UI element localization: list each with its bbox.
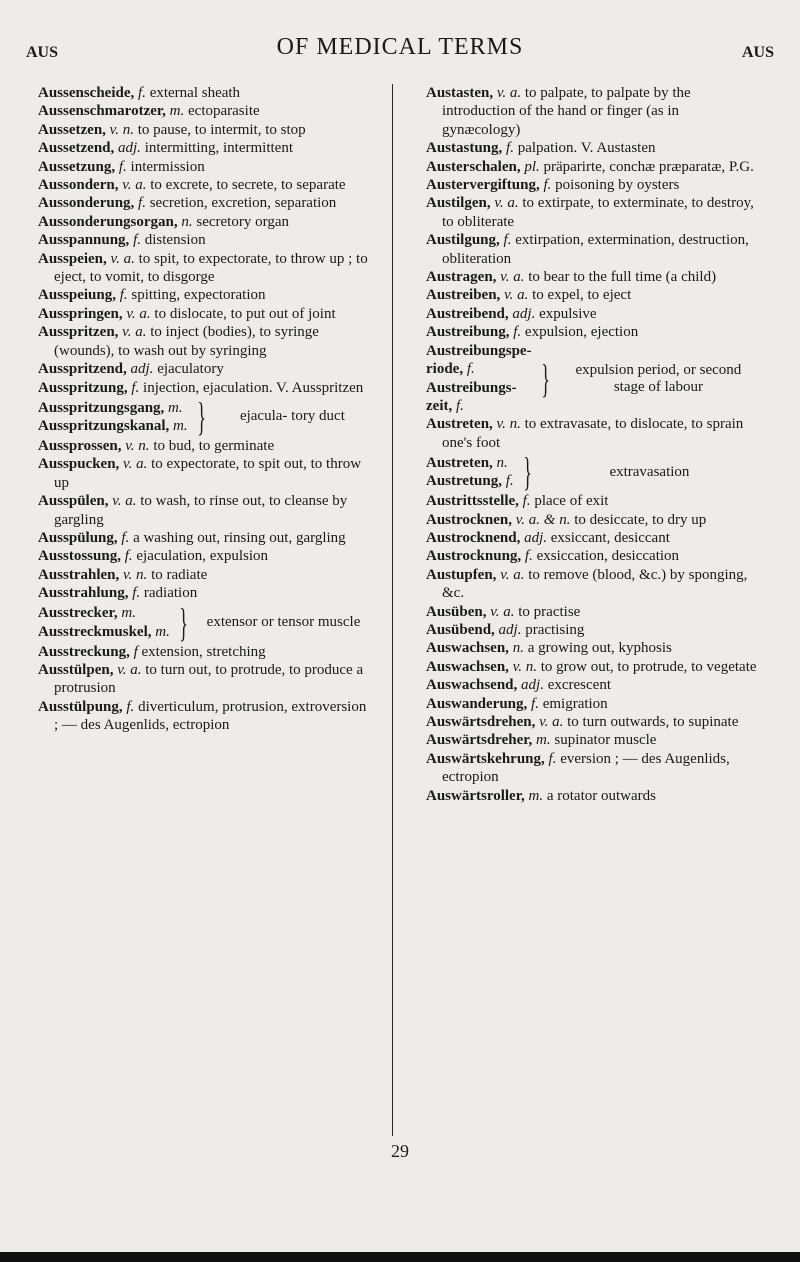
entry-headword: Austilgen,: [426, 195, 491, 212]
dictionary-entry: [38, 323, 370, 360]
entry-headword: Austervergiftung,: [426, 177, 540, 194]
dictionary-entry: [38, 529, 370, 547]
dictionary-entry: [38, 250, 370, 287]
brace-group-translation: expulsion period, or second stage of labour: [575, 361, 742, 395]
entry-definition: palpation. V. Austasten: [517, 140, 656, 157]
brace-symbol: }: [522, 449, 532, 495]
entry-headword: Austupfen,: [426, 566, 497, 583]
entry-headword: Austreibungs-: [426, 379, 517, 396]
entry-definition: place of exit: [534, 493, 609, 510]
entry-grammar: v. n.: [123, 566, 148, 583]
entry-definition: to expectorate, to spit out, to throw up: [54, 456, 362, 491]
entry-headword: Ausspeiung,: [38, 287, 116, 304]
dictionary-entry: [38, 437, 370, 455]
entry-definition: to palpate, to palpate by the introduction of the hand or finger (as in gynæcology): [442, 85, 691, 138]
entry-headword: Ausstossung,: [38, 548, 121, 565]
dictionary-entry: [38, 176, 370, 194]
left-column: [38, 84, 370, 735]
dictionary-entry: [426, 231, 758, 268]
entry-headword: Austrocknend,: [426, 529, 521, 546]
entry-headword: Ausspringen,: [38, 305, 123, 322]
entry-grammar: v. a.: [110, 250, 135, 267]
right-column: [426, 84, 758, 805]
dictionary-entry: [38, 547, 370, 565]
entry-headword: Aussetzen,: [38, 121, 106, 138]
entry-definition: spitting, expectoration: [131, 287, 266, 304]
entry-definition: external sheath: [149, 85, 241, 101]
entry-definition: eversion ; — des Augenlids, ectropion: [442, 750, 730, 786]
left-entries-block-1: [38, 84, 370, 397]
entry-headword: Austretung,: [426, 473, 502, 490]
entry-grammar: f.: [121, 529, 130, 546]
brace-group-headword-row: [426, 342, 532, 360]
right-entries-block-3: [426, 492, 758, 805]
entry-headword: Austilgung,: [426, 232, 500, 249]
column-divider: [392, 84, 393, 1136]
entry-headword: Ausspucken,: [38, 456, 120, 473]
brace-group-headword-row: [38, 399, 188, 417]
entry-definition: extension, stretching: [141, 643, 266, 660]
entry-grammar: f.: [133, 232, 141, 249]
dictionary-entry: [426, 621, 758, 639]
dictionary-entry: [426, 603, 758, 621]
entry-headword: Ausüben,: [426, 603, 487, 620]
entry-grammar: f: [133, 643, 138, 660]
entry-headword: Austreibung,: [426, 324, 510, 341]
dictionary-entry: [426, 492, 758, 510]
entry-grammar: v. n.: [512, 658, 537, 675]
entry-grammar: f.: [124, 548, 133, 565]
entry-definition: to turn outwards, to supinate: [567, 714, 739, 730]
brace-group-headword-row: [38, 417, 188, 435]
brace-group-headword-row: [426, 472, 514, 490]
brace-group: [426, 342, 758, 416]
entry-definition: to bear to the full time (a child): [528, 269, 717, 286]
entry-definition: to desiccate, to dry up: [574, 511, 707, 528]
entry-grammar: f.: [524, 548, 533, 565]
dictionary-entry: [426, 415, 758, 452]
entry-headword: Aussondern,: [38, 177, 119, 194]
entry-grammar: v. a. & n.: [515, 511, 571, 528]
dictionary-entry: [426, 158, 758, 176]
dictionary-entry: [38, 231, 370, 249]
entry-grammar: f.: [531, 695, 539, 712]
entry-definition: expulsion, ejection: [524, 324, 639, 341]
brace-group-headwords: [38, 399, 188, 436]
entry-headword: Auswachsen,: [426, 640, 509, 657]
right-entries-block-2: [426, 415, 758, 452]
dictionary-entry: [426, 529, 758, 547]
entry-definition: präparirte, conchæ præparatæ, P.G.: [543, 158, 754, 175]
brace-group-headword-row: [426, 379, 532, 397]
dictionary-entry: [426, 787, 758, 805]
entry-headword: Austragen,: [426, 269, 497, 286]
dictionary-entry: [38, 698, 370, 735]
entry-headword: Ausspannung,: [38, 232, 130, 249]
entry-grammar: v. a.: [494, 195, 519, 212]
brace-symbol: }: [540, 355, 550, 401]
brace-group: [38, 393, 370, 439]
entry-headword: zeit,: [426, 397, 453, 414]
entry-definition: to bud, to germinate: [153, 437, 275, 454]
dictionary-entry: [38, 455, 370, 492]
page-header: [26, 34, 774, 64]
dictionary-entry: [38, 102, 370, 120]
entry-grammar: f.: [506, 140, 514, 157]
entry-grammar: v. a.: [500, 269, 525, 286]
entry-definition: to pause, to intermit, to stop: [137, 121, 306, 138]
entry-definition: to excrete, to secrete, to separate: [150, 177, 346, 194]
entry-grammar: m.: [168, 399, 183, 416]
entry-headword: Auswachsend,: [426, 677, 518, 694]
entry-grammar: f.: [466, 361, 475, 378]
entry-definition: to radiate: [151, 566, 208, 583]
brace-symbol: }: [196, 393, 206, 439]
dictionary-entry: [38, 305, 370, 323]
entry-headword: Ausstrahlen,: [38, 566, 120, 583]
dictionary-entry: [426, 139, 758, 157]
entry-grammar: n.: [512, 640, 524, 657]
entry-headword: Aussetzung,: [38, 158, 116, 175]
entry-headword: Auswanderung,: [426, 695, 528, 712]
dictionary-entry: [426, 194, 758, 231]
right-brace-group-2: [426, 449, 758, 495]
dictionary-entry: [38, 194, 370, 212]
entry-grammar: adj.: [130, 361, 154, 378]
dictionary-entry: [426, 639, 758, 657]
dictionary-entry: [426, 268, 758, 286]
entry-headword: Auswachsen,: [426, 658, 509, 675]
entry-definition: to extirpate, to exterminate, to destroy, to obliterate: [442, 195, 754, 230]
entry-grammar: adj.: [512, 305, 536, 322]
entry-grammar: v. a.: [496, 85, 522, 101]
entry-grammar: v. n.: [496, 416, 521, 433]
entry-definition: injection, ejaculation. V. Ausspritzen: [143, 379, 364, 396]
brace-group-translation: ejacula- tory duct: [239, 408, 345, 425]
entry-grammar: f.: [505, 473, 514, 490]
entry-headword: Aussetzend,: [38, 140, 115, 157]
brace-group: [426, 449, 758, 495]
entry-grammar: v. a.: [500, 566, 525, 583]
brace-group-headword-row: [426, 454, 514, 472]
entry-headword: Auswärtsroller,: [426, 787, 525, 804]
entry-grammar: f.: [131, 379, 140, 396]
entry-headword: Austreten,: [426, 416, 493, 433]
entry-grammar: adj.: [521, 677, 544, 694]
brace-group: [38, 599, 370, 645]
entry-headword: Austasten,: [426, 85, 494, 101]
entry-headword: Ausübend,: [426, 621, 495, 638]
entry-grammar: m.: [528, 787, 544, 804]
entry-grammar: f.: [513, 324, 522, 341]
entry-headword: Ausspritzen,: [38, 324, 119, 341]
entry-headword: Austreten,: [426, 454, 493, 471]
right-entries-block-1: [426, 84, 758, 342]
entry-definition: poisoning by oysters: [555, 177, 680, 194]
entry-grammar: v. n.: [125, 437, 150, 454]
entry-grammar: v. a.: [490, 603, 515, 620]
entry-definition: to practise: [518, 603, 581, 620]
entry-definition: a rotator outwards: [546, 787, 656, 804]
entry-definition: a growing out, kyphosis: [527, 640, 672, 657]
entry-headword: Auswärtsdreher,: [426, 732, 533, 749]
entry-definition: to spit, to expectorate, to throw up ; to eject, to vomit, to disgorge: [54, 250, 368, 286]
dictionary-entry: [38, 286, 370, 304]
entry-definition: to dislocate, to put out of joint: [154, 305, 336, 322]
entry-grammar: m.: [155, 623, 170, 640]
entry-headword: Austreiben,: [426, 287, 501, 304]
entry-headword: Ausstülpung,: [38, 698, 123, 715]
entry-definition: distension: [144, 232, 206, 249]
entry-grammar: f.: [138, 85, 146, 101]
brace-symbol: }: [179, 599, 188, 645]
entry-definition: to turn out, to protrude, to produce a protrusion: [54, 661, 364, 697]
entry-definition: to wash, to rinse out, to cleanse by gargling: [54, 493, 348, 528]
entry-definition: ejaculation, expulsion: [136, 548, 269, 565]
entry-grammar: f.: [543, 177, 552, 194]
entry-grammar: f.: [548, 750, 557, 767]
dictionary-entry: [38, 121, 370, 139]
dictionary-entry: [426, 731, 758, 749]
entry-headword: Ausstrecker,: [38, 605, 118, 622]
entry-grammar: n.: [496, 454, 508, 471]
dictionary-entry: [426, 305, 758, 323]
entry-headword: Ausstreckmuskel,: [38, 623, 152, 640]
entry-grammar: n.: [181, 213, 193, 230]
entry-headword: Ausstrahlung,: [38, 585, 129, 602]
entry-definition: to inject (bodies), to syringe (wounds), to wash out by syringing: [54, 324, 319, 359]
entry-headword: Austastung,: [426, 140, 503, 157]
dictionary-entry: [426, 695, 758, 713]
entry-headword: riode,: [426, 361, 464, 378]
dictionary-entry: [426, 547, 758, 565]
entry-headword: Aussonderung,: [38, 195, 135, 212]
entry-headword: Auswärtsdrehen,: [426, 714, 536, 730]
entry-headword: Ausstreckung,: [38, 643, 130, 660]
entry-headword: Ausspritzungsgang,: [38, 399, 165, 416]
entry-definition: to extravasate, to dislocate, to sprain one's foot: [442, 416, 744, 451]
left-brace-group-1: [38, 393, 370, 439]
entry-headword: Aussenscheide,: [38, 85, 135, 101]
left-entries-block-3: [38, 643, 370, 735]
entry-grammar: f.: [455, 397, 464, 414]
dictionary-entry: [38, 643, 370, 661]
entry-headword: Ausspritzungskanal,: [38, 417, 170, 434]
dictionary-entry: [38, 360, 370, 378]
entry-grammar: m.: [169, 103, 185, 120]
entry-grammar: v. a.: [122, 324, 147, 341]
dictionary-entry: [426, 676, 758, 694]
dictionary-entry: [426, 658, 758, 676]
entry-definition: exsiccant, desiccant: [550, 529, 670, 546]
entry-headword: Austrocknung,: [426, 548, 522, 565]
entry-grammar: v. a.: [123, 456, 148, 473]
entry-grammar: f.: [503, 232, 512, 249]
entry-definition: extirpation, extermination, destruction, obliteration: [442, 232, 749, 267]
entry-definition: secretory organ: [196, 213, 289, 230]
entry-grammar: v. a.: [117, 661, 142, 678]
entry-grammar: m.: [121, 605, 136, 622]
dictionary-entry: [426, 511, 758, 529]
entry-grammar: f.: [132, 585, 141, 602]
entry-grammar: v. a.: [126, 305, 151, 322]
entry-grammar: v. a.: [504, 287, 529, 304]
right-brace-group-1: [426, 342, 758, 416]
entry-grammar: adj.: [524, 529, 548, 546]
entry-headword: Austrittsstelle,: [426, 493, 519, 510]
entry-headword: Ausspeien,: [38, 250, 107, 267]
entry-headword: Aussprossen,: [38, 437, 122, 454]
entry-headword: Austreibungspe-: [426, 342, 532, 359]
brace-group-headwords: [38, 604, 170, 641]
brace-group-headword-row: [38, 604, 170, 622]
entry-grammar: m.: [173, 417, 188, 434]
entry-grammar: v. a.: [122, 177, 147, 194]
brace-group-headword-row: [426, 397, 532, 415]
left-brace-group-2: [38, 599, 370, 645]
entry-headword: Austrocknen,: [426, 511, 512, 528]
page-number: 29: [391, 1141, 409, 1161]
dictionary-entry: [38, 84, 370, 102]
entry-definition: radiation: [143, 585, 198, 602]
entry-definition: ejaculatory: [157, 361, 224, 378]
entry-definition: expulsive: [539, 305, 597, 322]
dictionary-entry: [38, 158, 370, 176]
entry-definition: excrescent: [547, 677, 611, 694]
dictionary-entry: [426, 176, 758, 194]
entry-definition: a washing out, rinsing out, gargling: [133, 529, 346, 546]
dictionary-entry: [38, 584, 370, 602]
entry-grammar: adj.: [118, 140, 141, 157]
dictionary-entry: [426, 713, 758, 731]
entry-headword: Austerschalen,: [426, 158, 521, 175]
entry-definition: supinator muscle: [554, 732, 657, 749]
entry-grammar: v. a.: [539, 714, 564, 730]
entry-grammar: f.: [118, 158, 127, 175]
dictionary-entry: [38, 661, 370, 698]
page-bottom-edge: [0, 1252, 800, 1262]
entry-headword: Aussenschmarotzer,: [38, 103, 166, 120]
dictionary-entry: [426, 323, 758, 341]
entry-grammar: v. a.: [112, 493, 137, 510]
entry-headword: Ausspülung,: [38, 529, 118, 546]
entry-definition: intermission: [130, 158, 205, 175]
dictionary-entry: [38, 492, 370, 529]
entry-grammar: f.: [119, 287, 128, 304]
entry-definition: to expel, to eject: [532, 287, 632, 304]
dictionary-entry: [426, 286, 758, 304]
entry-definition: diverticulum, protrusion, extroversion ; — des Augenlids, ectropion: [54, 698, 367, 734]
entry-definition: secretion, excretion, separation: [149, 195, 337, 212]
entry-definition: intermitting, intermittent: [144, 140, 293, 157]
entry-grammar: f.: [138, 195, 146, 212]
dictionary-entry: [38, 566, 370, 584]
entry-grammar: adj.: [498, 621, 522, 638]
entry-headword: Aussonderungsorgan,: [38, 213, 178, 230]
header-right-guide-word: AUS: [741, 44, 774, 61]
entry-definition: to remove (blood, &c.) by sponging, &c.: [442, 566, 748, 602]
entry-headword: Ausspülen,: [38, 493, 109, 510]
entry-grammar: v. n.: [109, 121, 134, 138]
dictionary-entry: [38, 213, 370, 231]
dictionary-entry: [426, 84, 758, 139]
brace-group-headword-row: [38, 623, 170, 641]
dictionary-entry: [426, 750, 758, 787]
entry-headword: Ausspritzung,: [38, 379, 128, 396]
entry-headword: Austreibend,: [426, 305, 509, 322]
header-title: OF MEDICAL TERMS: [276, 34, 524, 60]
entry-headword: Ausspritzend,: [38, 361, 127, 378]
entry-grammar: m.: [536, 732, 551, 749]
entry-grammar: f.: [126, 698, 135, 715]
brace-group-headword-row: [426, 360, 532, 378]
dictionary-entry: [426, 566, 758, 603]
header-left-guide-word: AUS: [26, 44, 59, 61]
left-entries-block-2: [38, 437, 370, 603]
entry-headword: Ausstülpen,: [38, 661, 114, 678]
dictionary-entry: [38, 139, 370, 157]
brace-group-headwords: [426, 454, 514, 491]
entry-grammar: pl.: [524, 158, 540, 175]
brace-group-headwords: [426, 342, 532, 416]
entry-definition: to grow out, to protrude, to vegetate: [540, 658, 757, 675]
entry-headword: Auswärtskehrung,: [426, 750, 545, 767]
entry-definition: ectoparasite: [188, 103, 260, 120]
entry-grammar: f.: [522, 493, 531, 510]
brace-group-translation: extravasation: [609, 463, 690, 480]
entry-definition: practising: [525, 621, 585, 638]
brace-group-translation: extensor or tensor muscle: [206, 614, 361, 631]
entry-definition: exsiccation, desiccation: [536, 548, 680, 565]
entry-definition: emigration: [542, 695, 608, 712]
